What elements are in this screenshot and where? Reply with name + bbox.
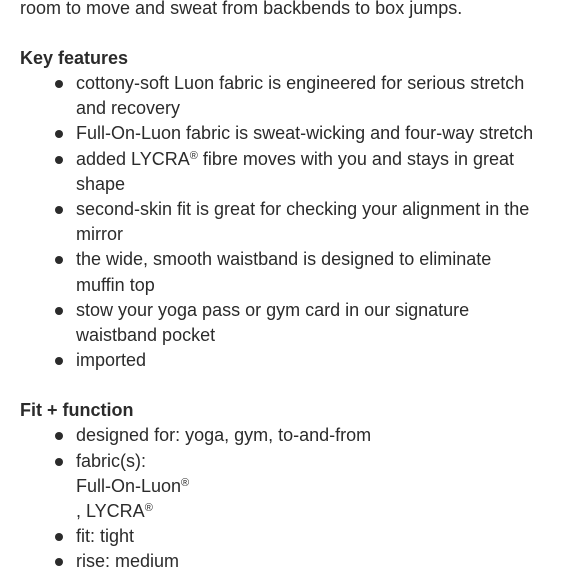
list-item [20, 147, 570, 197]
list-item-text: fabric(s): [76, 450, 147, 471]
fit-function-heading: Fit + function [20, 400, 134, 421]
list-item [20, 71, 570, 121]
list-item [20, 121, 570, 146]
fit-function-list [20, 423, 570, 574]
product-description-tail: room to move and sweat from backbends to box jumps. [20, 0, 463, 18]
list-item-text: fit: tight [76, 526, 135, 547]
list-item-text: second-skin fit is great for checking your alignment in the [76, 199, 530, 220]
bullet-icon [55, 432, 63, 440]
list-item [20, 348, 570, 373]
list-item-text: muffin top [76, 274, 155, 295]
list-item-text: Full-On-Luon fabric is sweat-wicking and four-way stretch [76, 123, 534, 144]
key-features-heading: Key features [20, 48, 129, 68]
list-item [20, 298, 570, 348]
bullet-icon [55, 206, 63, 214]
list-item [20, 524, 570, 549]
list-item [20, 549, 570, 574]
list-item-text: the wide, smooth waistband is designed to eliminate [76, 249, 492, 270]
list-item-text: imported [76, 350, 147, 371]
bullet-icon [55, 307, 63, 315]
list-item [20, 423, 570, 448]
bullet-icon [55, 558, 63, 566]
list-item-text: shape [76, 173, 126, 194]
list-item-text: rise: medium [76, 551, 180, 572]
bullet-icon [55, 256, 63, 264]
list-item [20, 247, 570, 297]
list-item-text: and recovery [76, 98, 181, 119]
list-item-text: designed for: yoga, gym, to-and-from [76, 425, 372, 446]
list-item-text: stow your yoga pass or gym card in our signature [76, 299, 470, 320]
bullet-icon [55, 533, 63, 541]
list-item-text: Full-On-Luon® [76, 475, 190, 496]
list-item-text: , LYCRA® [76, 501, 153, 522]
list-item-text: cottony-soft Luon fabric is engineered for serious stretch [76, 73, 525, 93]
bullet-icon [55, 357, 63, 365]
list-item-text: mirror [76, 224, 123, 245]
list-item [20, 449, 570, 525]
list-item-text: added LYCRA® fibre moves with you and stays in great [76, 148, 515, 169]
bullet-icon [55, 458, 63, 466]
bullet-icon [55, 130, 63, 138]
list-item [20, 197, 570, 247]
bullet-icon [55, 80, 63, 88]
key-features-list [20, 71, 570, 373]
product-details [20, 0, 570, 575]
bullet-icon [55, 156, 63, 164]
list-item-text: waistband pocket [76, 325, 216, 346]
